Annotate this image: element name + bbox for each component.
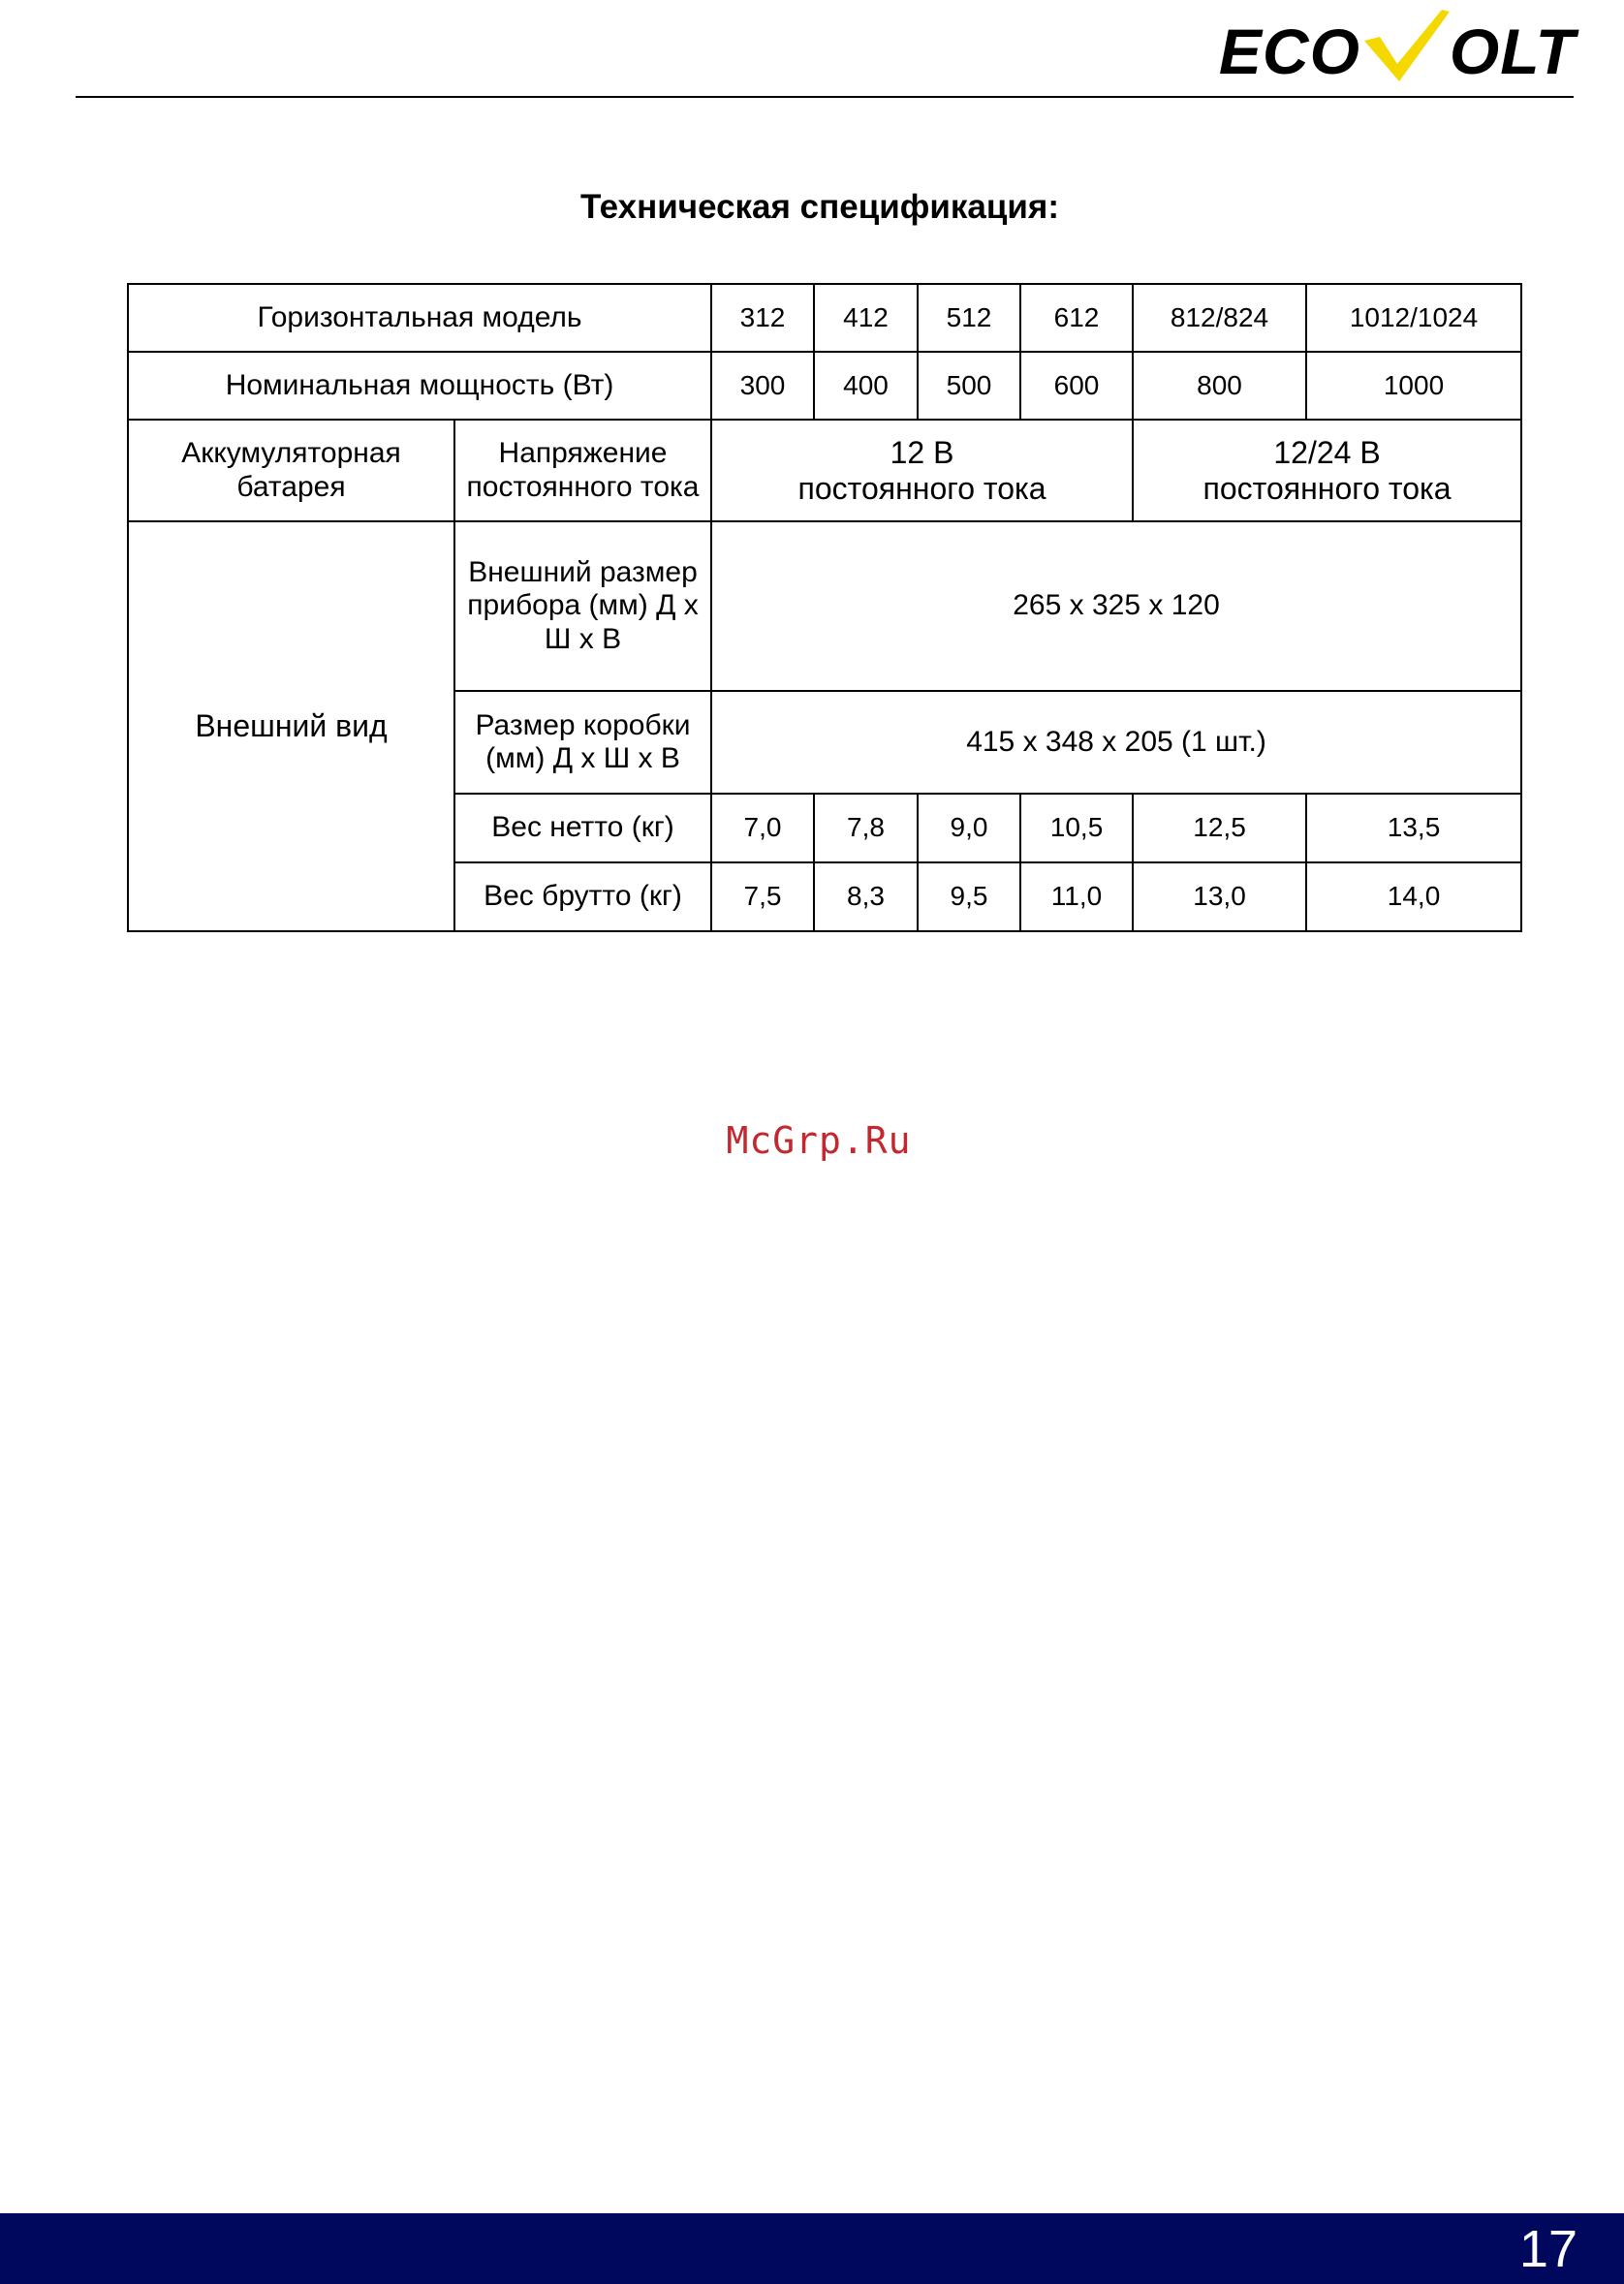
power-cell: 300 [711, 352, 814, 420]
header-divider [76, 96, 1574, 98]
checkmark-icon [1359, 8, 1452, 83]
dc-voltage-label: Напряжение постоянного тока [454, 420, 711, 521]
table-row-model [128, 284, 1521, 352]
power-cell: 400 [814, 352, 918, 420]
page-number: 17 [1518, 2220, 1577, 2278]
model-label: Горизонтальная модель [128, 284, 711, 352]
device-size-label: Внешний размер прибора (мм) Д х Ш х В [454, 521, 711, 691]
spec-table [127, 283, 1522, 932]
voltage-12v [711, 420, 1133, 521]
net-weight-cell: 7,8 [814, 794, 918, 862]
footer-bar [0, 2213, 1624, 2284]
page-title: Техническая спецификация: [579, 188, 1060, 226]
model-1012-1024: 1012/1024 [1306, 284, 1521, 352]
logo-text-eco: ECO [1218, 16, 1360, 87]
model-312: 312 [711, 284, 814, 352]
power-cell: 800 [1133, 352, 1306, 420]
model-512: 512 [918, 284, 1020, 352]
voltage-12-24v [1133, 420, 1521, 521]
power-cell: 600 [1020, 352, 1133, 420]
net-weight-cell: 9,0 [918, 794, 1020, 862]
net-weight-cell: 10,5 [1020, 794, 1133, 862]
net-weight-label: Вес нетто (кг) [454, 794, 711, 862]
device-size-value: 265 х 325 х 120 [711, 521, 1521, 691]
gross-weight-cell: 14,0 [1306, 862, 1521, 931]
ecovolt-logo [1218, 14, 1576, 87]
table-row-power [128, 352, 1521, 420]
power-cell: 1000 [1306, 352, 1521, 420]
voltage-12v-value: 12 В [890, 434, 954, 470]
model-612: 612 [1020, 284, 1133, 352]
gross-weight-label: Вес брутто (кг) [454, 862, 711, 931]
box-size-label: Размер коробки (мм) Д х Ш х В [454, 691, 711, 794]
net-weight-cell: 12,5 [1133, 794, 1306, 862]
gross-weight-cell: 9,5 [918, 862, 1020, 931]
net-weight-cell: 13,5 [1306, 794, 1521, 862]
logo-text-olt: OLT [1449, 16, 1576, 87]
gross-weight-cell: 11,0 [1020, 862, 1133, 931]
power-cell: 500 [918, 352, 1020, 420]
table-row-device-size [128, 521, 1521, 691]
voltage-12v-unit: постоянного тока [797, 470, 1046, 506]
power-label: Номинальная мощность (Вт) [128, 352, 711, 420]
appearance-label: Внешний вид [128, 521, 454, 931]
gross-weight-cell: 13,0 [1133, 862, 1306, 931]
model-812-824: 812/824 [1133, 284, 1306, 352]
table-row-voltage [128, 420, 1521, 521]
gross-weight-cell: 7,5 [711, 862, 814, 931]
voltage-12-24v-unit: постоянного тока [1202, 470, 1452, 506]
net-weight-cell: 7,0 [711, 794, 814, 862]
model-412: 412 [814, 284, 918, 352]
battery-label: Аккумуляторная батарея [128, 420, 454, 521]
box-size-value: 415 х 348 х 205 (1 шт.) [711, 691, 1521, 794]
gross-weight-cell: 8,3 [814, 862, 918, 931]
voltage-12-24v-value: 12/24 В [1273, 434, 1381, 470]
watermark: McGrp.Ru [726, 1119, 912, 1162]
